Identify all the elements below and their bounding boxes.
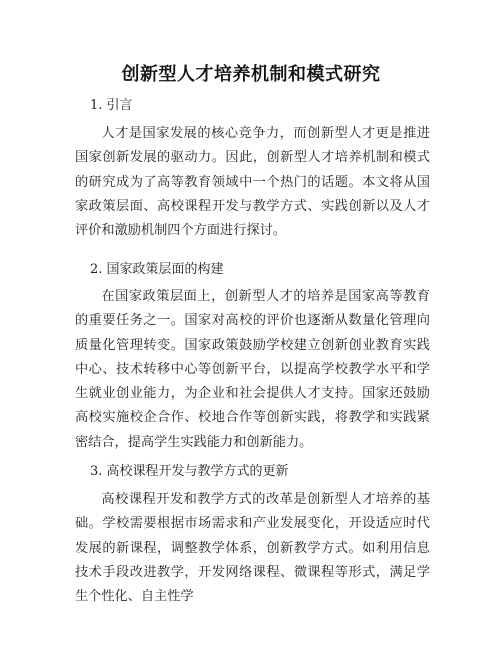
section-paragraph-policy: 在国家政策层面上，创新型人才的培养是国家高等教育的重要任务之一。国家对高校的评价也逐渐从数量化管理向质量化管理转变。国家政策鼓励学校建立创新创业教育实践中心、技术转移中心等创新平台，以提高学校教学水平和学生就业创业能力，为企业和社会提供人才支持。国家还鼓励高校实施校企合作、校地合作等创新实践，将教学和实践紧密结合，提高学生实践能力和创新能力。 xyxy=(75,289,430,450)
section-heading-intro: 1. 引言 xyxy=(90,98,133,113)
document-title: 创新型人才培养机制和模式研究 xyxy=(121,64,381,85)
section-paragraph-intro: 人才是国家发展的核心竞争力，而创新型人才更是推进国家创新发展的驱动力。因此，创新型人才培养机制和模式的研究成为了高等教育领域中一个热门的话题。本文将从国家政策层面、高校课程开发与教学方式、实践创新以及人才评价和激励机制四个方面进行探讨。 xyxy=(75,126,430,239)
section-heading-policy: 2. 国家政策层面的构建 xyxy=(90,262,224,277)
section-paragraph-curriculum: 高校课程开发和教学方式的改革是创新型人才培养的基础。学校需要根据市场需求和产业发展变化，开设适应时代发展的新课程，调整教学体系，创新教学方式。如利用信息技术手段改进教学，开发网络课程、微课程等形式，满足学生个性化、自主性学 xyxy=(75,492,430,605)
section-heading-curriculum: 3. 高校课程开发与教学方式的更新 xyxy=(90,464,289,479)
